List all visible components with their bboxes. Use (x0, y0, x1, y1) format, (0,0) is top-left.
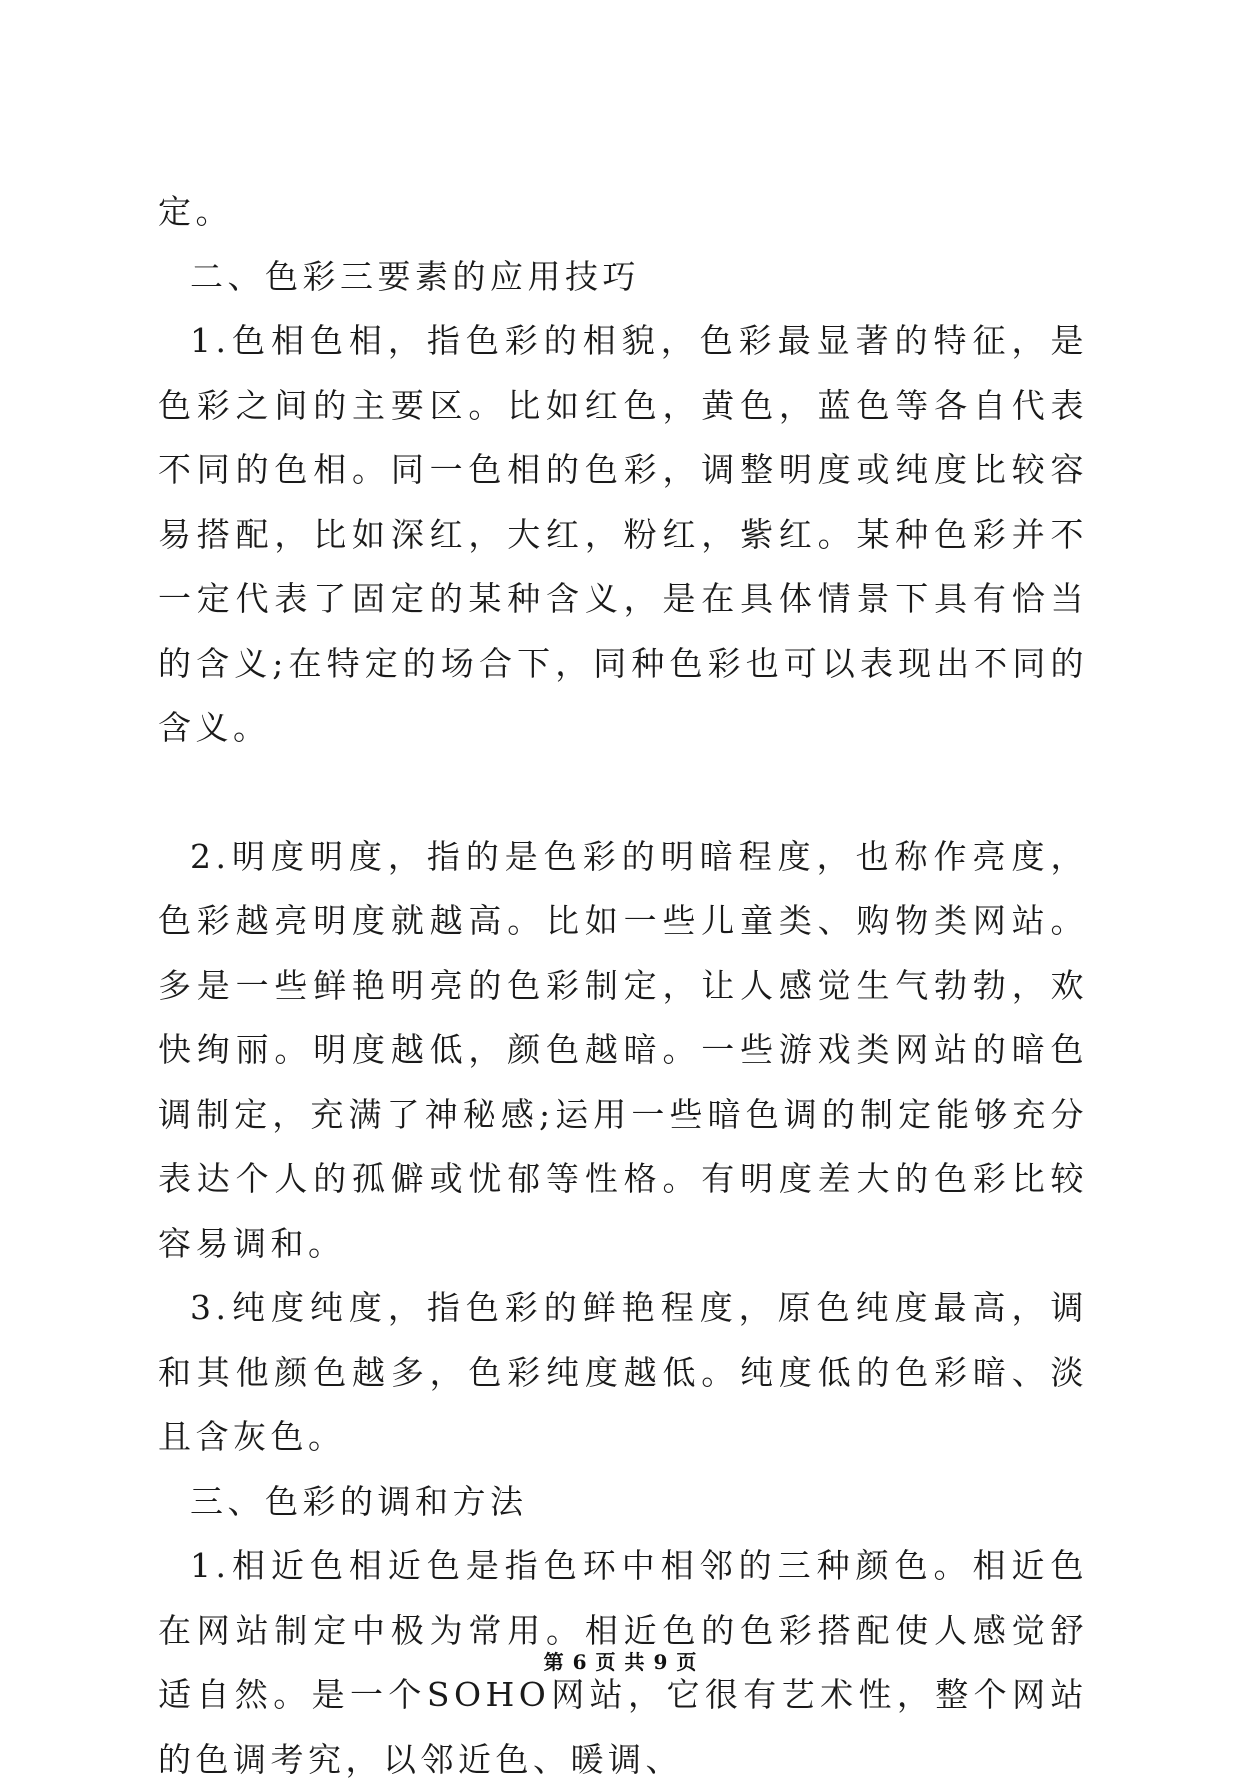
paragraph-hue: 1.色相色相，指色彩的相貌，色彩最显著的特征，是色彩之间的主要区。比如红色，黄色，蓝色等各自代表不同的色相。同一色相的色彩，调整明度或纯度比较容易搭配，比如深红，大红，粉红，紫红。某种色彩并不一定代表了固定的某种含义，是在具体情景下具有恰当的含义;在特定的场合下，同种色彩也可以表现出不同的含义。 (158, 321, 1088, 747)
section-heading-color-elements: 二、色彩三要素的应用技巧 (190, 256, 640, 296)
section-heading-harmony-methods: 三、色彩的调和方法 (190, 1481, 528, 1521)
paragraph-analogous-colors: 1.相近色相近色是指色环中相邻的三种颜色。相近色在网站制定中极为常用。相近色的色彩搭配使人感觉舒适自然。是一个SOHO网站，它很有艺术性，整个网站的色调考究，以邻近色、暖调、 (158, 1546, 1088, 1779)
paragraph-brightness: 2.明度明度，指的是色彩的明暗程度，也称作亮度，色彩越亮明度就越高。比如一些儿童类、购物类网站。多是一些鲜艳明亮的色彩制定，让人感觉生气勃勃，欢快绚丽。明度越低，颜色越暗。一些游戏类网站的暗色调制定，充满了神秘感;运用一些暗色调的制定能够充分表达个人的孤僻或忧郁等性格。有明度差大的色彩比较容易调和。 (158, 836, 1088, 1263)
page-footer: 第 6 页 共 9 页 (543, 1650, 698, 1674)
paragraph-gap (158, 761, 1088, 825)
document-body (158, 180, 1088, 1792)
paragraph-saturation: 3.纯度纯度，指色彩的鲜艳程度，原色纯度最高，调和其他颜色越多，色彩纯度越低。纯度低的色彩暗、淡且含灰色。 (158, 1288, 1088, 1456)
paragraph-continuation: 定。 (158, 192, 233, 231)
